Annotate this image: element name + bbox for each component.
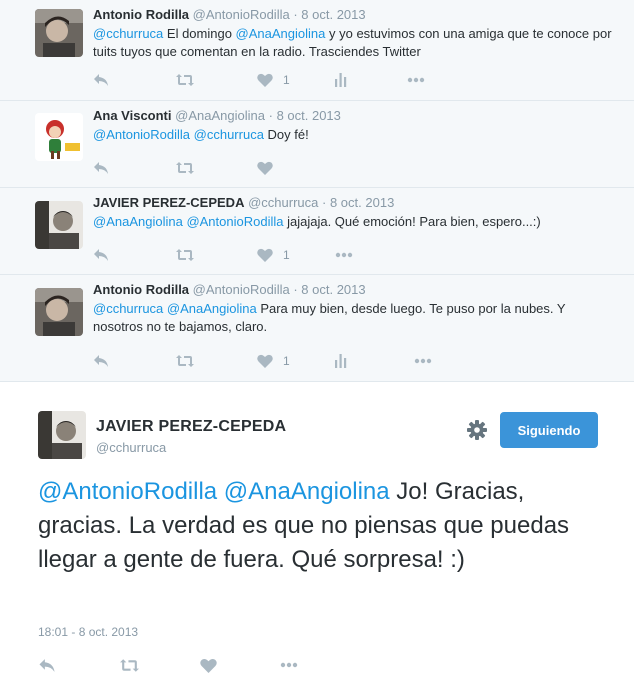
retweet-icon xyxy=(119,658,140,673)
mention-link[interactable]: @cchurruca xyxy=(190,127,264,142)
reply-icon xyxy=(93,161,109,175)
like-count: 1 xyxy=(283,73,290,87)
heart-icon xyxy=(257,248,273,262)
heart-icon xyxy=(257,354,273,368)
like-button[interactable] xyxy=(257,70,290,90)
tweet-time[interactable]: 8 oct. 2013 xyxy=(301,282,366,297)
retweet-icon xyxy=(175,161,195,175)
mention-link[interactable]: @AnaAngiolina xyxy=(235,26,326,41)
mention-link[interactable]: @AntonioRodilla xyxy=(38,478,218,505)
gear-icon xyxy=(466,419,488,441)
reply-button[interactable] xyxy=(93,158,109,178)
tweet-header xyxy=(93,282,366,297)
tweet-text xyxy=(93,300,613,336)
tweet-text xyxy=(93,126,613,144)
more-icon xyxy=(414,358,432,364)
mention-link[interactable]: @AntonioRodilla xyxy=(182,214,284,229)
author-name[interactable]: Antonio Rodilla xyxy=(93,282,190,297)
separator: · xyxy=(322,195,327,210)
heart-icon xyxy=(200,658,217,673)
mention-link[interactable]: @AnaAngiolina xyxy=(163,301,257,316)
avatar[interactable] xyxy=(35,288,83,336)
tweet-text-part: Doy fé! xyxy=(263,127,309,142)
tweet-text-part: Jo! Gracias, gracias. La verdad es que no piensas que puedas llegar a gente de fuera. Qué sorpresa! :) xyxy=(38,478,570,573)
reply-tweet[interactable] xyxy=(0,101,634,188)
separator: · xyxy=(293,282,298,297)
more-button[interactable] xyxy=(279,655,299,675)
author-name[interactable]: JAVIER PEREZ-CEPEDA xyxy=(93,195,245,210)
reply-tweet[interactable] xyxy=(0,275,634,382)
retweet-icon xyxy=(175,354,195,368)
tweet-header xyxy=(93,108,341,123)
retweet-icon xyxy=(175,248,195,262)
more-icon xyxy=(279,662,299,668)
author-name[interactable]: Antonio Rodilla xyxy=(93,7,190,22)
like-button[interactable] xyxy=(257,158,283,178)
tweet-time[interactable]: 8 oct. 2013 xyxy=(301,7,366,22)
more-icon xyxy=(335,252,353,258)
tweet-timestamp[interactable]: 18:01 - 8 oct. 2013 xyxy=(38,625,139,639)
tweet-text-part: jajajaja. Qué emoción! Para bien, espero...:) xyxy=(283,214,541,229)
analytics-button[interactable] xyxy=(335,351,347,371)
retweet-icon xyxy=(175,73,195,87)
tweet-time[interactable]: 8 oct. 2013 xyxy=(276,108,341,123)
avatar[interactable] xyxy=(38,411,86,459)
reply-button[interactable] xyxy=(93,70,109,90)
reply-button[interactable] xyxy=(93,351,109,371)
analytics-icon xyxy=(335,73,347,87)
reply-tweet[interactable] xyxy=(0,188,634,275)
retweet-button[interactable] xyxy=(175,158,195,178)
more-button[interactable] xyxy=(407,70,425,90)
tweet-text xyxy=(93,25,613,61)
reply-button[interactable] xyxy=(93,245,109,265)
tweet-text-part: Para muy bien, desde luego. Te puso por la nubes. Y nosotros no te bajamos, claro. xyxy=(93,301,566,334)
retweet-button[interactable] xyxy=(175,351,195,371)
author-handle[interactable]: @AnaAngiolina xyxy=(175,108,265,123)
reply-icon xyxy=(93,354,109,368)
author-handle[interactable]: @cchurruca xyxy=(96,440,167,455)
user-actions-button[interactable] xyxy=(466,419,488,441)
separator: · xyxy=(293,7,298,22)
tweet-text-part: y yo estuvimos con una amiga que te conoce por tuits tuyos que comentan en la radio. Trasciendes Twitter xyxy=(93,26,612,59)
mention-link[interactable]: @cchurruca xyxy=(93,26,164,41)
reply-tweet[interactable] xyxy=(0,0,634,101)
reply-icon xyxy=(38,658,56,673)
like-button[interactable] xyxy=(257,351,290,371)
tweet-text xyxy=(93,213,613,231)
more-button[interactable] xyxy=(335,245,353,265)
mention-link[interactable]: @cchurruca xyxy=(93,301,164,316)
more-icon xyxy=(407,77,425,83)
analytics-button[interactable] xyxy=(335,70,347,90)
author-handle[interactable]: @AntonioRodilla xyxy=(192,7,290,22)
separator: · xyxy=(268,108,273,123)
author-name[interactable]: Ana Visconti xyxy=(93,108,172,123)
tweet-time[interactable]: 8 oct. 2013 xyxy=(329,195,395,210)
reply-button[interactable] xyxy=(38,655,56,675)
avatar[interactable] xyxy=(35,9,83,57)
like-button[interactable] xyxy=(257,245,290,265)
heart-icon xyxy=(257,73,273,87)
tweet-text xyxy=(38,475,598,577)
like-button[interactable] xyxy=(200,655,217,675)
heart-icon xyxy=(257,161,273,175)
reply-icon xyxy=(93,73,109,87)
retweet-button[interactable] xyxy=(175,245,195,265)
tweet-text-part: El domingo xyxy=(163,26,236,41)
like-count: 1 xyxy=(283,354,290,368)
analytics-icon xyxy=(335,354,347,368)
mention-link[interactable]: @AntonioRodilla xyxy=(93,127,191,142)
reply-icon xyxy=(93,248,109,262)
tweet-header xyxy=(93,195,394,210)
tweet-header xyxy=(93,7,366,22)
avatar[interactable] xyxy=(35,201,83,249)
retweet-button[interactable] xyxy=(119,655,140,675)
retweet-button[interactable] xyxy=(175,70,195,90)
mention-link[interactable]: @AnaAngiolina xyxy=(93,214,183,229)
author-name[interactable]: JAVIER PEREZ-CEPEDA xyxy=(96,418,287,435)
author-handle[interactable]: @AntonioRodilla xyxy=(192,282,290,297)
permalink-tweet xyxy=(0,382,634,686)
mention-link[interactable]: @AnaAngiolina xyxy=(217,478,390,505)
avatar[interactable] xyxy=(35,113,83,161)
more-button[interactable] xyxy=(414,351,432,371)
author-handle[interactable]: @cchurruca xyxy=(248,195,319,210)
like-count: 1 xyxy=(283,248,290,262)
following-button[interactable]: Siguiendo xyxy=(500,412,598,448)
